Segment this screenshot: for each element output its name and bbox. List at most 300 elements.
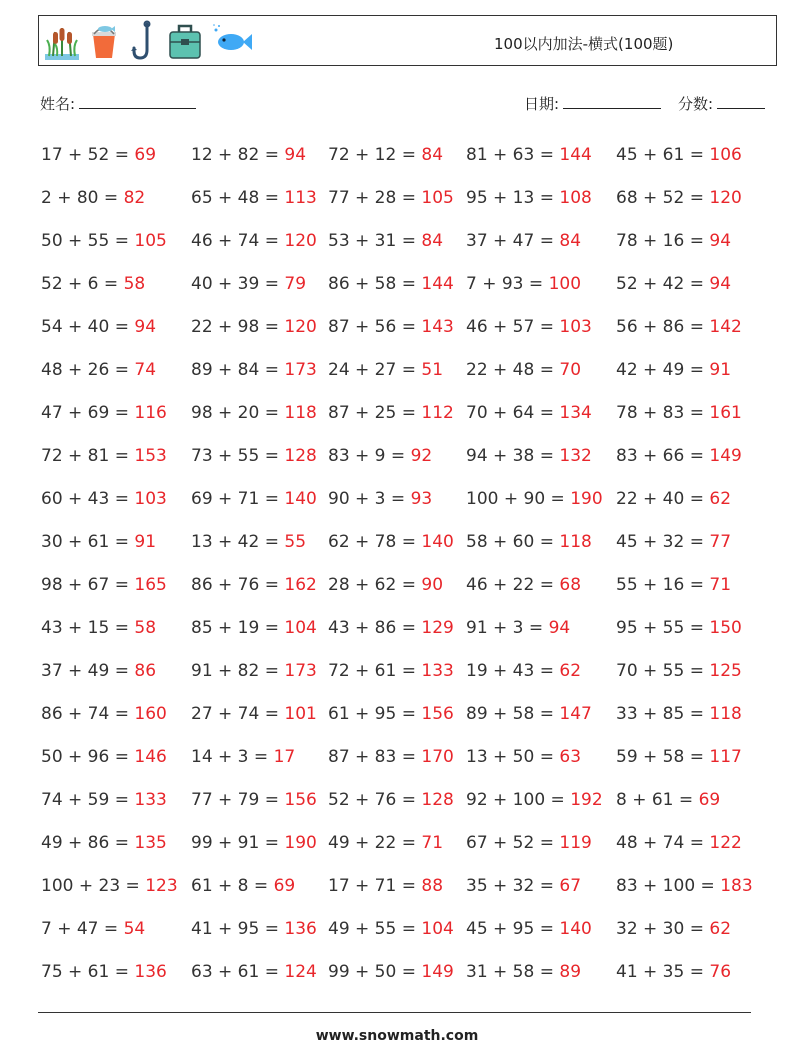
problem-item xyxy=(191,866,295,906)
problem-item xyxy=(466,135,592,175)
problem-item xyxy=(191,952,317,992)
fishhook-icon xyxy=(129,20,159,62)
problem-answer: 128 xyxy=(284,446,317,466)
problem-expression: 86 + 74 = xyxy=(41,704,135,724)
problem-answer: 93 xyxy=(410,489,433,509)
problem-expression: 59 + 58 = xyxy=(616,747,710,767)
problem-answer: 170 xyxy=(421,747,454,767)
problem-expression: 45 + 61 = xyxy=(616,145,710,165)
problem-item xyxy=(191,651,317,691)
problem-answer: 105 xyxy=(421,188,454,208)
footer-divider xyxy=(38,1012,751,1013)
problem-item xyxy=(328,436,432,476)
problem-item xyxy=(191,479,317,519)
problem-expression: 48 + 26 = xyxy=(41,360,135,380)
problem-item xyxy=(616,221,731,261)
problem-item xyxy=(41,436,167,476)
problem-answer: 192 xyxy=(570,790,603,810)
problem-expression: 91 + 3 = xyxy=(466,618,549,638)
problem-expression: 98 + 67 = xyxy=(41,575,135,595)
problem-expression: 17 + 52 = xyxy=(41,145,135,165)
problem-expression: 30 + 61 = xyxy=(41,532,135,552)
problem-answer: 68 xyxy=(559,575,582,595)
name-blank[interactable] xyxy=(79,94,196,109)
problem-expression: 52 + 6 = xyxy=(41,274,124,294)
problem-answer: 62 xyxy=(559,661,582,681)
problem-item xyxy=(328,694,454,734)
problem-expression: 72 + 61 = xyxy=(328,661,422,681)
problem-answer: 67 xyxy=(559,876,582,896)
problem-item xyxy=(328,909,454,949)
problem-answer: 108 xyxy=(559,188,592,208)
problem-answer: 162 xyxy=(284,575,317,595)
problem-expression: 74 + 59 = xyxy=(41,790,135,810)
problem-answer: 132 xyxy=(559,446,592,466)
problem-item xyxy=(191,565,317,605)
problem-expression: 41 + 95 = xyxy=(191,919,285,939)
problem-expression: 62 + 78 = xyxy=(328,532,422,552)
problem-answer: 103 xyxy=(134,489,167,509)
problem-answer: 190 xyxy=(284,833,317,853)
problem-answer: 113 xyxy=(284,188,317,208)
problem-answer: 156 xyxy=(421,704,454,724)
problem-answer: 55 xyxy=(284,532,307,552)
problem-answer: 105 xyxy=(134,231,167,251)
problem-answer: 86 xyxy=(134,661,157,681)
problem-answer: 94 xyxy=(134,317,157,337)
problem-answer: 106 xyxy=(709,145,742,165)
problem-item xyxy=(41,651,156,691)
problem-answer: 118 xyxy=(709,704,742,724)
problem-expression: 56 + 86 = xyxy=(616,317,710,337)
problem-item xyxy=(466,436,592,476)
problem-expression: 53 + 31 = xyxy=(328,231,422,251)
problem-expression: 8 + 61 = xyxy=(616,790,699,810)
problem-item xyxy=(191,737,295,777)
problem-expression: 46 + 22 = xyxy=(466,575,560,595)
problem-expression: 78 + 16 = xyxy=(616,231,710,251)
problem-expression: 33 + 85 = xyxy=(616,704,710,724)
bucket-icon xyxy=(87,20,121,62)
problem-item xyxy=(41,737,167,777)
problem-answer: 140 xyxy=(559,919,592,939)
problem-expression: 61 + 8 = xyxy=(191,876,274,896)
problem-item xyxy=(328,393,454,433)
problem-answer: 122 xyxy=(709,833,742,853)
problem-item xyxy=(616,264,731,304)
problem-expression: 37 + 49 = xyxy=(41,661,135,681)
problem-expression: 19 + 43 = xyxy=(466,661,560,681)
problem-answer: 140 xyxy=(421,532,454,552)
problem-expression: 99 + 91 = xyxy=(191,833,285,853)
problem-expression: 45 + 32 = xyxy=(616,532,710,552)
problem-answer: 144 xyxy=(421,274,454,294)
problem-answer: 76 xyxy=(709,962,732,982)
problem-item xyxy=(616,393,742,433)
problem-answer: 120 xyxy=(284,317,317,337)
problem-answer: 84 xyxy=(559,231,582,251)
problem-expression: 83 + 100 = xyxy=(616,876,721,896)
problem-answer: 120 xyxy=(709,188,742,208)
problem-answer: 112 xyxy=(421,403,454,423)
problem-answer: 116 xyxy=(134,403,167,423)
problem-item xyxy=(41,350,156,390)
problem-expression: 48 + 74 = xyxy=(616,833,710,853)
problem-expression: 72 + 81 = xyxy=(41,446,135,466)
problem-item xyxy=(328,135,443,175)
problem-expression: 32 + 30 = xyxy=(616,919,710,939)
problem-item xyxy=(616,952,731,992)
problem-answer: 160 xyxy=(134,704,167,724)
problem-answer: 117 xyxy=(709,747,742,767)
problem-item xyxy=(616,608,742,648)
problem-answer: 128 xyxy=(421,790,454,810)
problem-item xyxy=(616,737,742,777)
problem-answer: 136 xyxy=(284,919,317,939)
problem-answer: 135 xyxy=(134,833,167,853)
problem-item xyxy=(328,565,443,605)
problem-answer: 71 xyxy=(709,575,732,595)
problem-answer: 183 xyxy=(720,876,753,896)
problem-item xyxy=(328,737,454,777)
problem-item xyxy=(466,651,581,691)
problem-item xyxy=(616,780,720,820)
problem-expression: 70 + 64 = xyxy=(466,403,560,423)
problem-answer: 91 xyxy=(134,532,157,552)
problem-answer: 94 xyxy=(709,231,732,251)
problem-expression: 100 + 23 = xyxy=(41,876,146,896)
problem-expression: 72 + 12 = xyxy=(328,145,422,165)
problem-expression: 42 + 49 = xyxy=(616,360,710,380)
problem-item xyxy=(41,952,167,992)
header-icons xyxy=(45,20,253,62)
problem-item xyxy=(466,178,592,218)
problem-item xyxy=(616,823,742,863)
problem-item xyxy=(616,350,731,390)
score-field xyxy=(678,93,765,114)
problem-item xyxy=(466,780,603,820)
problem-expression: 7 + 47 = xyxy=(41,919,124,939)
problem-expression: 55 + 16 = xyxy=(616,575,710,595)
problem-expression: 67 + 52 = xyxy=(466,833,560,853)
problem-answer: 153 xyxy=(134,446,167,466)
problem-answer: 140 xyxy=(284,489,317,509)
problem-answer: 88 xyxy=(421,876,444,896)
problem-answer: 124 xyxy=(284,962,317,982)
problem-expression: 17 + 71 = xyxy=(328,876,422,896)
problem-expression: 95 + 55 = xyxy=(616,618,710,638)
problem-item xyxy=(191,178,317,218)
problem-answer: 104 xyxy=(421,919,454,939)
problem-item xyxy=(41,178,145,218)
problem-answer: 94 xyxy=(709,274,732,294)
problem-item xyxy=(328,479,432,519)
problem-expression: 40 + 39 = xyxy=(191,274,285,294)
problem-item xyxy=(616,479,731,519)
problem-item xyxy=(41,866,178,906)
problem-expression: 75 + 61 = xyxy=(41,962,135,982)
problem-answer: 69 xyxy=(273,876,296,896)
problem-answer: 101 xyxy=(284,704,317,724)
problem-item xyxy=(41,307,156,347)
problem-answer: 134 xyxy=(559,403,592,423)
problem-answer: 94 xyxy=(284,145,307,165)
problem-expression: 47 + 69 = xyxy=(41,403,135,423)
problem-expression: 77 + 79 = xyxy=(191,790,285,810)
problem-expression: 73 + 55 = xyxy=(191,446,285,466)
problem-expression: 41 + 35 = xyxy=(616,962,710,982)
problem-expression: 35 + 32 = xyxy=(466,876,560,896)
problem-answer: 129 xyxy=(421,618,454,638)
problem-answer: 136 xyxy=(134,962,167,982)
problem-item xyxy=(191,307,317,347)
date-label: 日期: xyxy=(524,95,560,113)
problem-answer: 62 xyxy=(709,919,732,939)
problem-expression: 37 + 47 = xyxy=(466,231,560,251)
name-label: 姓名: xyxy=(40,95,76,113)
tackle-box-icon xyxy=(167,20,203,62)
problem-expression: 49 + 55 = xyxy=(328,919,422,939)
problem-answer: 149 xyxy=(709,446,742,466)
problem-expression: 89 + 84 = xyxy=(191,360,285,380)
problem-item xyxy=(191,823,317,863)
problem-item xyxy=(41,479,167,519)
problem-expression: 2 + 80 = xyxy=(41,188,124,208)
problem-answer: 89 xyxy=(559,962,582,982)
problem-answer: 123 xyxy=(145,876,178,896)
date-field xyxy=(524,93,661,114)
problem-answer: 133 xyxy=(421,661,454,681)
problem-expression: 83 + 66 = xyxy=(616,446,710,466)
problem-item xyxy=(191,909,317,949)
problem-item xyxy=(41,522,156,562)
problem-answer: 58 xyxy=(134,618,157,638)
problem-answer: 161 xyxy=(709,403,742,423)
problem-answer: 103 xyxy=(559,317,592,337)
problem-expression: 60 + 43 = xyxy=(41,489,135,509)
problem-expression: 70 + 55 = xyxy=(616,661,710,681)
problem-answer: 71 xyxy=(421,833,444,853)
problem-item xyxy=(466,264,581,304)
problem-item xyxy=(466,565,581,605)
problem-item xyxy=(191,522,306,562)
problem-answer: 120 xyxy=(284,231,317,251)
problem-item xyxy=(41,608,156,648)
problem-item xyxy=(616,694,742,734)
problem-expression: 94 + 38 = xyxy=(466,446,560,466)
problem-item xyxy=(191,221,317,261)
problem-item xyxy=(41,780,167,820)
problem-item xyxy=(328,651,454,691)
problem-expression: 22 + 40 = xyxy=(616,489,710,509)
problem-answer: 104 xyxy=(284,618,317,638)
problem-expression: 95 + 13 = xyxy=(466,188,560,208)
problem-expression: 43 + 15 = xyxy=(41,618,135,638)
problem-expression: 87 + 56 = xyxy=(328,317,422,337)
problem-answer: 165 xyxy=(134,575,167,595)
problem-expression: 22 + 98 = xyxy=(191,317,285,337)
problem-item xyxy=(328,608,454,648)
problem-answer: 173 xyxy=(284,360,317,380)
problem-expression: 46 + 57 = xyxy=(466,317,560,337)
problem-expression: 54 + 40 = xyxy=(41,317,135,337)
problem-item xyxy=(191,135,306,175)
problem-expression: 98 + 20 = xyxy=(191,403,285,423)
problem-item xyxy=(191,694,317,734)
problem-expression: 78 + 83 = xyxy=(616,403,710,423)
problem-answer: 142 xyxy=(709,317,742,337)
problem-item xyxy=(328,221,443,261)
problem-answer: 156 xyxy=(284,790,317,810)
problem-answer: 147 xyxy=(559,704,592,724)
problem-expression: 31 + 58 = xyxy=(466,962,560,982)
score-label: 分数: xyxy=(678,95,714,113)
problem-answer: 90 xyxy=(421,575,444,595)
problem-expression: 90 + 3 = xyxy=(328,489,411,509)
problem-expression: 61 + 95 = xyxy=(328,704,422,724)
problem-answer: 119 xyxy=(559,833,592,853)
score-blank[interactable] xyxy=(717,94,765,109)
problem-answer: 133 xyxy=(134,790,167,810)
problem-expression: 83 + 9 = xyxy=(328,446,411,466)
problem-item xyxy=(41,909,145,949)
problem-item xyxy=(616,909,731,949)
problem-item xyxy=(616,651,742,691)
problem-answer: 118 xyxy=(559,532,592,552)
problem-answer: 146 xyxy=(134,747,167,767)
problem-item xyxy=(41,221,167,261)
problem-expression: 24 + 27 = xyxy=(328,360,422,380)
problem-expression: 100 + 90 = xyxy=(466,489,571,509)
problem-answer: 92 xyxy=(410,446,433,466)
name-field xyxy=(40,93,196,114)
problem-expression: 92 + 100 = xyxy=(466,790,571,810)
problem-answer: 84 xyxy=(421,145,444,165)
worksheet-header xyxy=(38,15,777,66)
problem-expression: 50 + 96 = xyxy=(41,747,135,767)
problem-expression: 99 + 50 = xyxy=(328,962,422,982)
problem-item xyxy=(616,307,742,347)
problem-item xyxy=(466,952,581,992)
problem-answer: 82 xyxy=(123,188,146,208)
problem-expression: 27 + 74 = xyxy=(191,704,285,724)
problem-expression: 69 + 71 = xyxy=(191,489,285,509)
problem-expression: 22 + 48 = xyxy=(466,360,560,380)
problem-item xyxy=(328,780,454,820)
problem-answer: 51 xyxy=(421,360,444,380)
problem-item xyxy=(328,522,454,562)
problem-expression: 86 + 58 = xyxy=(328,274,422,294)
problem-answer: 74 xyxy=(134,360,157,380)
problem-answer: 100 xyxy=(548,274,582,294)
problem-expression: 68 + 52 = xyxy=(616,188,710,208)
problem-item xyxy=(41,264,145,304)
problem-expression: 45 + 95 = xyxy=(466,919,560,939)
problem-item xyxy=(328,264,454,304)
problem-answer: 173 xyxy=(284,661,317,681)
problem-expression: 86 + 76 = xyxy=(191,575,285,595)
problem-expression: 13 + 50 = xyxy=(466,747,560,767)
problem-answer: 69 xyxy=(134,145,157,165)
problem-item xyxy=(616,522,731,562)
problem-item xyxy=(616,565,731,605)
problem-expression: 85 + 19 = xyxy=(191,618,285,638)
problem-expression: 12 + 82 = xyxy=(191,145,285,165)
problem-item xyxy=(616,866,753,906)
cattail-icon xyxy=(45,20,79,62)
problem-item xyxy=(466,350,581,390)
problem-item xyxy=(328,952,454,992)
problem-answer: 118 xyxy=(284,403,317,423)
problem-answer: 144 xyxy=(559,145,592,165)
problem-answer: 190 xyxy=(570,489,603,509)
problem-expression: 49 + 22 = xyxy=(328,833,422,853)
problem-answer: 84 xyxy=(421,231,444,251)
problem-item xyxy=(466,479,603,519)
problem-answer: 149 xyxy=(421,962,454,982)
problem-answer: 58 xyxy=(123,274,146,294)
problem-answer: 125 xyxy=(709,661,742,681)
problem-item xyxy=(191,436,317,476)
problem-item xyxy=(466,737,581,777)
problem-answer: 150 xyxy=(709,618,742,638)
problem-answer: 54 xyxy=(123,919,146,939)
problem-item xyxy=(466,909,592,949)
problem-expression: 49 + 86 = xyxy=(41,833,135,853)
problem-expression: 28 + 62 = xyxy=(328,575,422,595)
problem-expression: 13 + 42 = xyxy=(191,532,285,552)
problem-item xyxy=(191,780,317,820)
problem-expression: 65 + 48 = xyxy=(191,188,285,208)
problem-expression: 7 + 93 = xyxy=(466,274,549,294)
problem-item xyxy=(616,178,742,218)
problem-answer: 79 xyxy=(284,274,307,294)
problem-item xyxy=(41,135,156,175)
problem-answer: 94 xyxy=(548,618,571,638)
problem-item xyxy=(191,393,317,433)
problem-answer: 62 xyxy=(709,489,732,509)
problem-item xyxy=(328,307,454,347)
footer-url: www.snowmath.com xyxy=(315,1028,479,1044)
problem-item xyxy=(191,608,317,648)
problem-expression: 52 + 42 = xyxy=(616,274,710,294)
problem-expression: 14 + 3 = xyxy=(191,747,274,767)
problem-item xyxy=(466,694,592,734)
problem-item xyxy=(616,436,742,476)
problem-answer: 70 xyxy=(559,360,582,380)
problem-item xyxy=(41,565,167,605)
problem-item xyxy=(466,823,592,863)
problem-item xyxy=(466,393,592,433)
problem-item xyxy=(328,178,454,218)
problem-item xyxy=(328,823,443,863)
problem-item xyxy=(466,221,581,261)
problem-item xyxy=(466,866,581,906)
sheet-title: 100以内加法-横式(100题) xyxy=(494,35,674,53)
problem-expression: 46 + 74 = xyxy=(191,231,285,251)
problem-expression: 43 + 86 = xyxy=(328,618,422,638)
problem-expression: 87 + 83 = xyxy=(328,747,422,767)
problem-item xyxy=(41,823,167,863)
problem-expression: 50 + 55 = xyxy=(41,231,135,251)
fish-icon xyxy=(211,20,253,62)
problem-item xyxy=(466,608,570,648)
problem-item xyxy=(616,135,742,175)
date-blank[interactable] xyxy=(563,94,661,109)
problem-expression: 77 + 28 = xyxy=(328,188,422,208)
problem-answer: 77 xyxy=(709,532,732,552)
problem-expression: 87 + 25 = xyxy=(328,403,422,423)
